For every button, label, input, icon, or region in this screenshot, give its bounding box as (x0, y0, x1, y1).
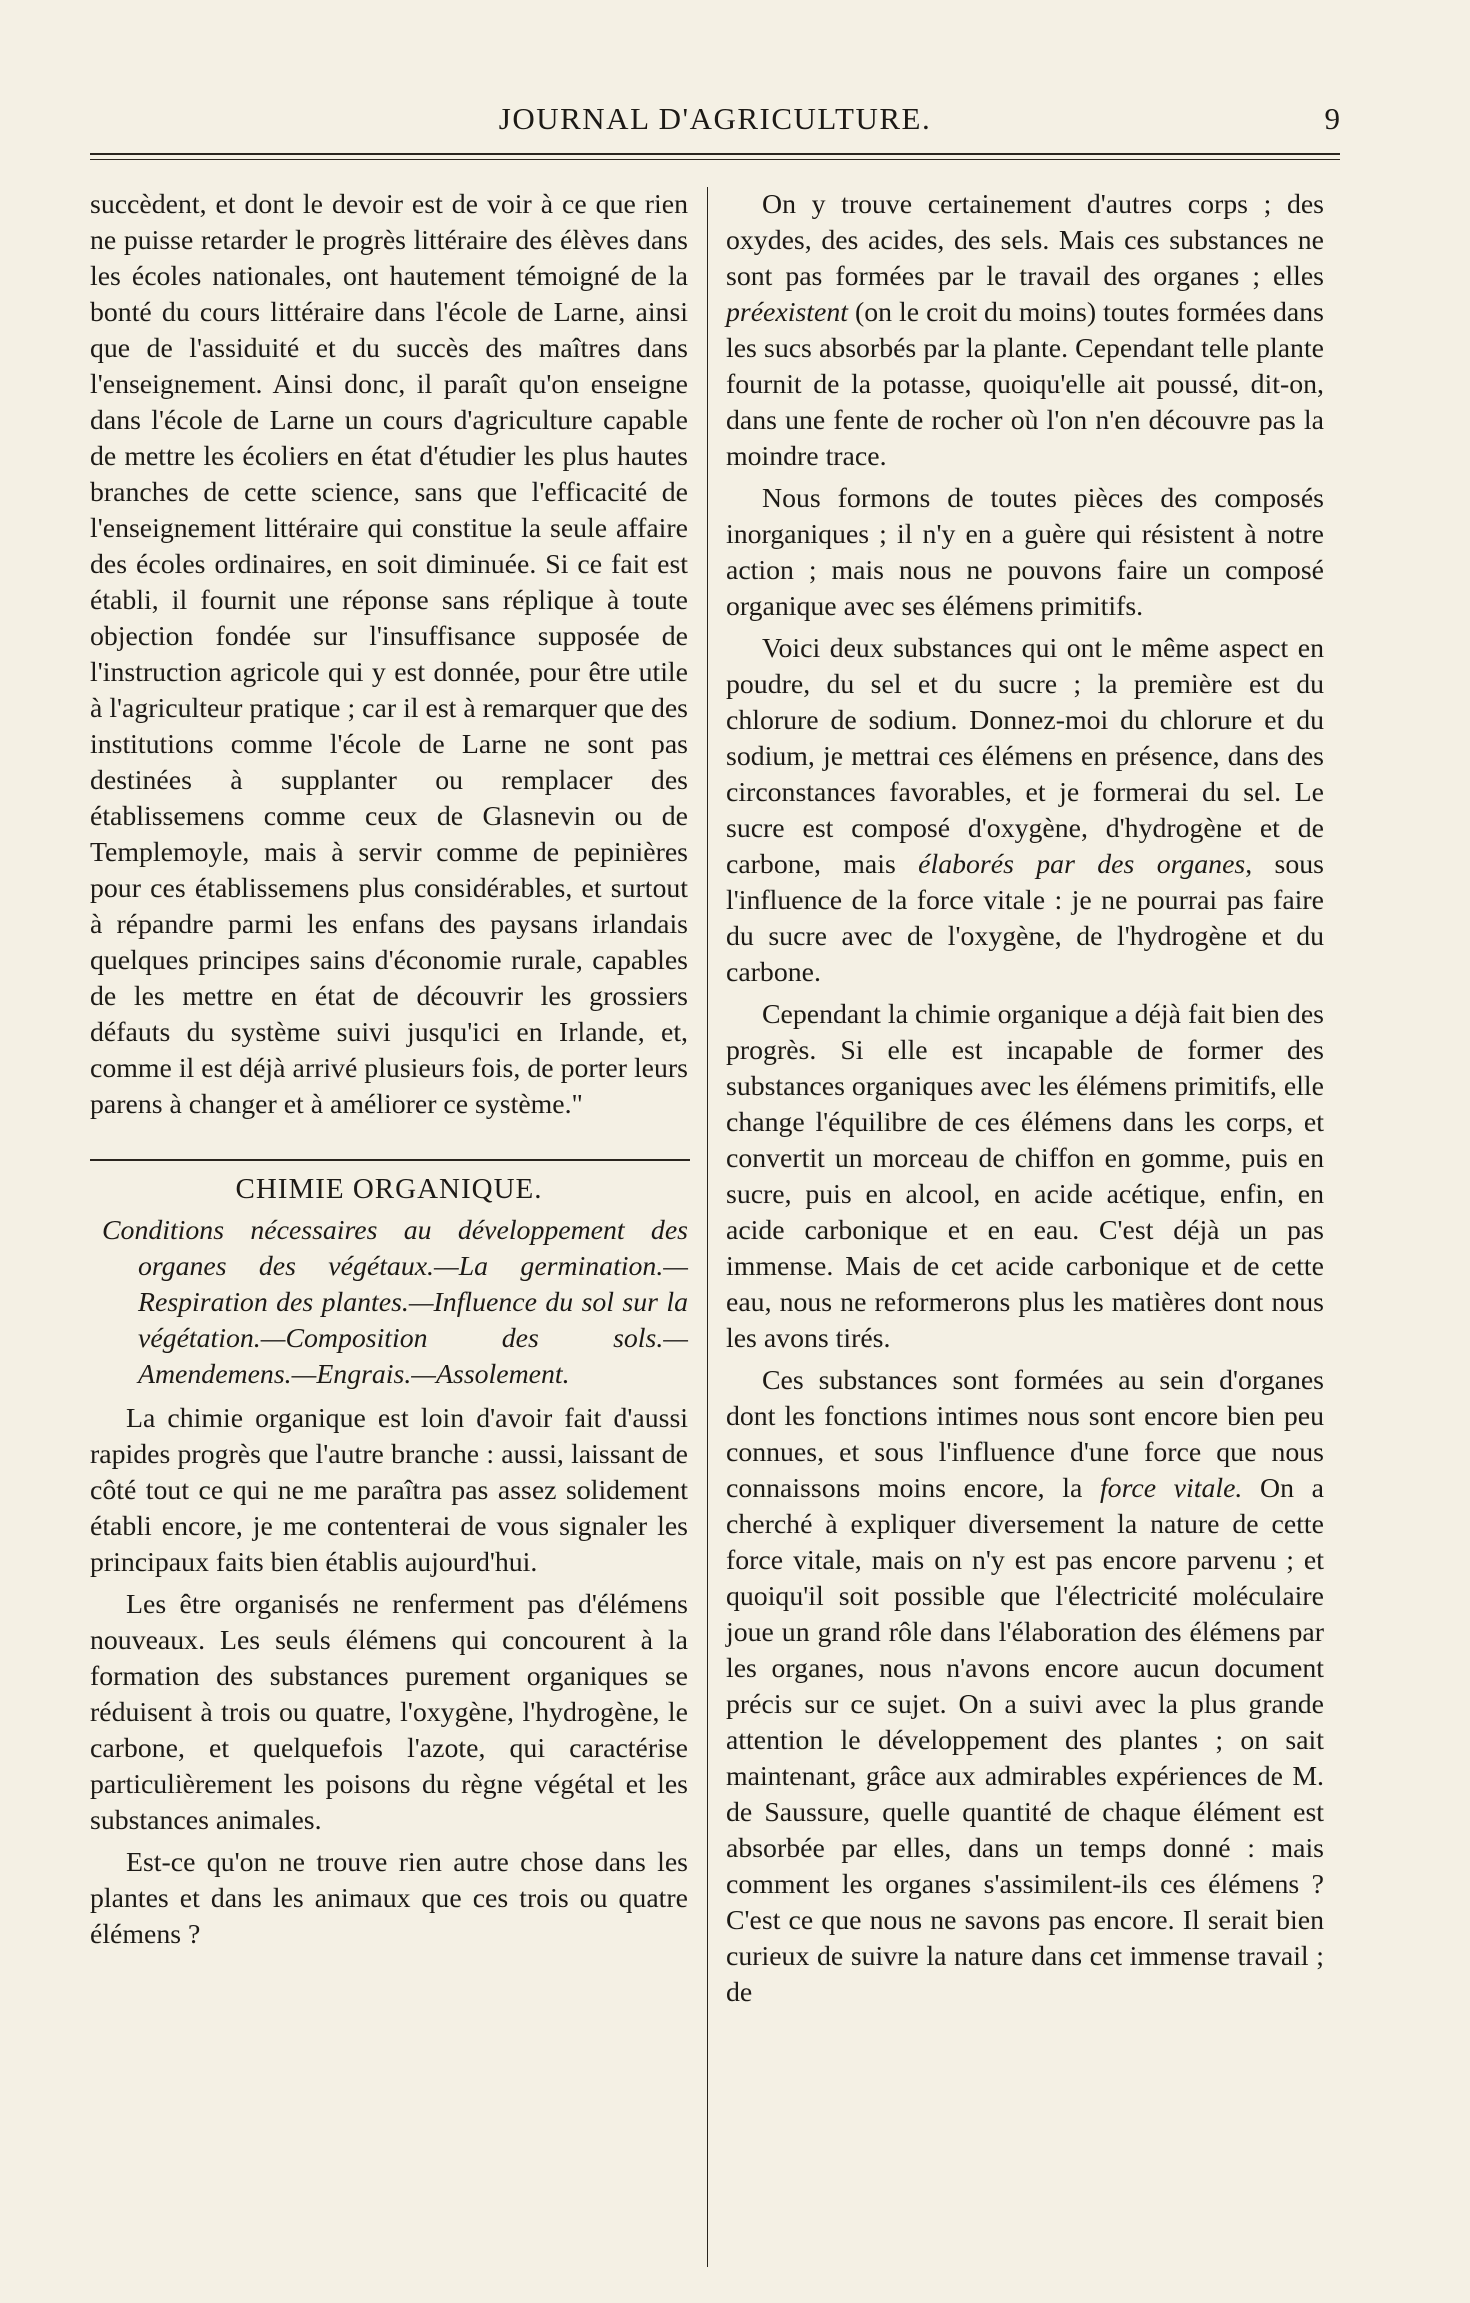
text-run: , sous l'influence de la force vitale : je ne pourrai pas faire du sucre avec de l'oxygène, de l'hydrogène et du carbone. (726, 849, 1324, 988)
paragraph (726, 1363, 1324, 2011)
right-column (726, 187, 1324, 2017)
column-divider (707, 187, 708, 2267)
text-columns (90, 187, 1340, 2267)
paragraph: Nous formons de toutes pièces des composés inorganiques ; il n'y en a guère qui résistent à notre action ; mais nous ne pouvons faire un composé organique avec ses élémens primitifs. (726, 483, 1324, 622)
text-run: On a cherché à expliquer diversement la nature de cette force vitale, mais on n'y est pas encore parvenu ; et quoiqu'il soit possible que l'électricité moléculaire joue un grand rôle dans l'élaboration des élémens par les organes, nous n'avons encore aucun document précis sur ce sujet. On a suivi avec la plus grande attention le développement des plantes ; on sait maintenant, grâce aux admirables expériences de M. de Saussure, quelle quantité de chaque élément est absorbée par elles, dans un temps donné : mais comment les organes s'assimilent-ils ces élémens ? C'est ce que nous ne savons pas encore. Il serait bien curieux de suivre la nature dans cet immense travail ; de (726, 1473, 1324, 2008)
text-run: (on le croit du moins) toutes formées dans les sucs absorbés par la plante. Cependant telle plante fournit de la potasse, quoiqu'elle ait poussé, dit-on, dans une fente de rocher où l'on n'en découvre pas la moindre trace. (726, 297, 1324, 472)
paragraph (726, 187, 1324, 475)
paragraph: Cependant la chimie organique a déjà fait bien des progrès. Si elle est incapable de former des substances organiques avec les élémens primitifs, elle change l'équilibre de ces élémens dans les corps, et convertit un morceau de chiffon en gomme, puis en sucre, puis en alcool, en acide acétique, enfin, en acide carbonique et en eau. C'est déjà un pas immense. Mais de cet acide carbonique et de cette eau, nous ne reformerons plus les matières dont nous les avons tirés. (726, 999, 1324, 1354)
journal-page (90, 95, 1340, 2275)
header-rule-thin (90, 159, 1340, 160)
header-rule (90, 153, 1340, 155)
left-column (90, 187, 688, 1959)
page-number: 9 (1324, 101, 1340, 136)
paragraph: La chimie organique est loin d'avoir fait d'aussi rapides progrès que l'autre branche : aussi, laissant de côté tout ce qui ne me paraîtra pas assez solidement établi encore, je me contenterai de vous signaler les principaux faits bien établis aujourd'hui. (90, 1403, 688, 1578)
text-run: Voici deux substances qui ont le même aspect en poudre, du sel et du sucre ; la première est du chlorure de sodium. Donnez-moi du chlorure et du sodium, je mettrai ces élémens en présence, dans des circonstances favorables, et je formerai du sel. Le sucre est composé d'oxygène, d'hydrogène et de carbone, mais (726, 633, 1324, 880)
paragraph: succèdent, et dont le devoir est de voir à ce que rien ne puisse retarder le progrès littéraire des élèves dans les écoles nationales, ont hautement témoigné de la bonté du cours littéraire dans l'école de Larne, ainsi que de l'assiduité et du succès des maîtres dans l'enseignement. Ainsi donc, il paraît qu'on enseigne dans l'école de Larne un cours d'agriculture capable de mettre les écoliers en état d'étudier les plus hautes branches de cette science, sans que l'efficacité de l'enseignement littéraire qui constitue la seule affaire des écoles ordinaires, en soit diminuée. Si ce fait est établi, il fournit une réponse sans réplique à toute objection fondée sur l'insuffisance supposée de l'instruction agricole qui y est donnée, pour être utile à l'agriculteur pratique ; car il est à remarquer que des institutions comme l'école de Larne ne sont pas destinées à supplanter ou remplacer des établissemens comme ceux de Glasnevin ou de Templemoyle, mais à servir comme de pepinières pour ces établissemens plus considérables, et surtout à répandre parmi les enfans des paysans irlandais quelques principes sains d'économie rurale, capables de les mettre en état de découvrir les grossiers défauts du système suivi jusqu'ici en Irlande, et, comme il est déjà arrivé plusieurs fois, de porter leurs parens à changer et à améliorer ce système." (90, 189, 688, 1120)
italic-text: préexistent (726, 297, 848, 328)
text-run: On y trouve certainement d'autres corps ; des oxydes, des acides, des sels. Mais ces substances ne sont pas formées par le travail des organes ; elles (726, 189, 1324, 292)
section-title: CHIMIE ORGANIQUE. (235, 1173, 543, 1205)
italic-text: force vitale. (1099, 1473, 1243, 1504)
running-head (90, 95, 1340, 147)
italic-text: élaborés par des organes (918, 849, 1246, 880)
paragraph: Est-ce qu'on ne trouve rien autre chose dans les plantes et dans les animaux que ces trois ou quatre élémens ? (90, 1847, 688, 1950)
section-summary: Conditions nécessaires au développement des organes des végétaux.—La germination.—Respiration des plantes.—Influence du sol sur la végétation.—Composition des sols.—Amendemens.—Engrais.—Assolement. (102, 1215, 688, 1390)
running-title: JOURNAL D'AGRICULTURE. (498, 101, 932, 136)
section-rule (90, 1159, 690, 1161)
paragraph: Les être organisés ne renferment pas d'élémens nouveaux. Les seuls élémens qui concourent à la formation des substances purement organiques se réduisent à trois ou quatre, l'oxygène, l'hydrogène, le carbone, et quelquefois l'azote, qui caractérise particulièrement les poisons du règne végétal et les substances animales. (90, 1589, 688, 1836)
text-run: Ces substances sont formées au sein d'organes dont les fonctions intimes nous sont encore bien peu connues, et sous l'influence d'une force que nous connaissons moins encore, la (726, 1365, 1324, 1504)
paragraph (726, 631, 1324, 991)
